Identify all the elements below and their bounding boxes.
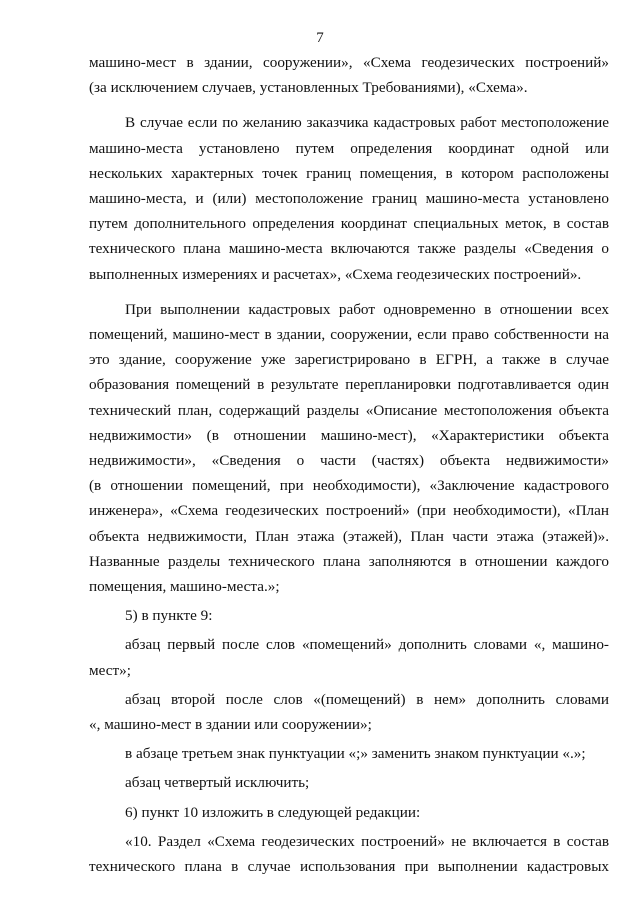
text-line: (за исключением случаев, установленных Требованиями), «Схема».	[89, 79, 528, 97]
text-line: «10. Раздел «Схема геодезических построений» не включается в состав	[125, 832, 609, 850]
page-number: 7	[316, 30, 324, 46]
text-line: абзац четвертый исключить;	[125, 774, 310, 792]
text-line: мест»;	[89, 661, 131, 679]
text-line: инженера», «Схема геодезических построений» (при необходимости), «План	[89, 502, 609, 520]
text-line: машино-места установлено путем определения координат одной или	[89, 139, 609, 157]
text-line: «, машино-мест в здании или сооружении»;	[89, 716, 372, 734]
text-line: машино-мест в здании, сооружении», «Схема геодезических построений»	[89, 54, 609, 71]
text-line: 5) в пункте 9:	[125, 607, 213, 625]
paragraph	[89, 770, 609, 795]
paragraph	[89, 603, 609, 628]
text-line: в абзаце третьем знак пунктуации «;» заменить знаком пунктуации «.»;	[125, 745, 586, 763]
text-line: технического плана машино-места включаются также разделы «Сведения о	[89, 240, 609, 258]
text-line: абзац второй после слов «(помещений) в нем» дополнить словами	[125, 690, 609, 708]
paragraph	[89, 297, 609, 599]
text-line: машино-места, и (или) местоположение границ машино-места установлено	[89, 190, 609, 208]
text-line: объекта недвижимости, План этажа (этажей), План части этажа (этажей)».	[89, 527, 609, 545]
text-line: помещений, машино-мест в здании, сооружении, если право собственности на	[89, 326, 609, 344]
document-body	[89, 50, 609, 879]
text-line: нескольких характерных точек границ помещения, в котором расположены	[89, 164, 609, 182]
text-line: технический план, содержащий разделы «Описание местоположения объекта	[89, 401, 609, 419]
text-line: абзац первый после слов «помещений» дополнить словами «, машино-	[125, 636, 609, 654]
text-line: Названные разделы технического плана заполняются в отношении каждого	[89, 552, 609, 570]
text-line: (в отношении помещений, при необходимости), «Заключение кадастрового	[89, 477, 609, 495]
text-line: выполненных измерениях и расчетах», «Схема геодезических построений».	[89, 265, 582, 283]
text-line: недвижимости», «Сведения о части (частях) объекта недвижимости»	[89, 452, 609, 470]
text-line: недвижимости» (в отношении машино-мест), «Характеристики объекта	[89, 426, 609, 444]
text-line: это здание, сооружение уже зарегистрировано в ЕГРН, а также в случае	[89, 351, 609, 369]
paragraph	[89, 50, 609, 100]
text-line: помещения, машино-места.»;	[89, 578, 280, 596]
text-line: путем дополнительного определения координат специальных меток, в состав	[89, 215, 609, 233]
paragraph	[89, 632, 609, 682]
text-line: образования помещений в результате перепланировки подготавливается один	[89, 376, 609, 394]
text-line: технического плана в случае использования при выполнении кадастровых	[89, 858, 609, 876]
paragraph	[89, 741, 609, 766]
paragraph	[89, 829, 609, 879]
text-line: При выполнении кадастровых работ одновременно в отношении всех	[125, 300, 609, 318]
text-line: В случае если по желанию заказчика кадастровых работ местоположение	[125, 114, 609, 132]
paragraph	[89, 687, 609, 737]
paragraph	[89, 800, 609, 825]
paragraph	[89, 110, 609, 286]
text-line: 6) пункт 10 изложить в следующей редакции:	[125, 803, 421, 821]
